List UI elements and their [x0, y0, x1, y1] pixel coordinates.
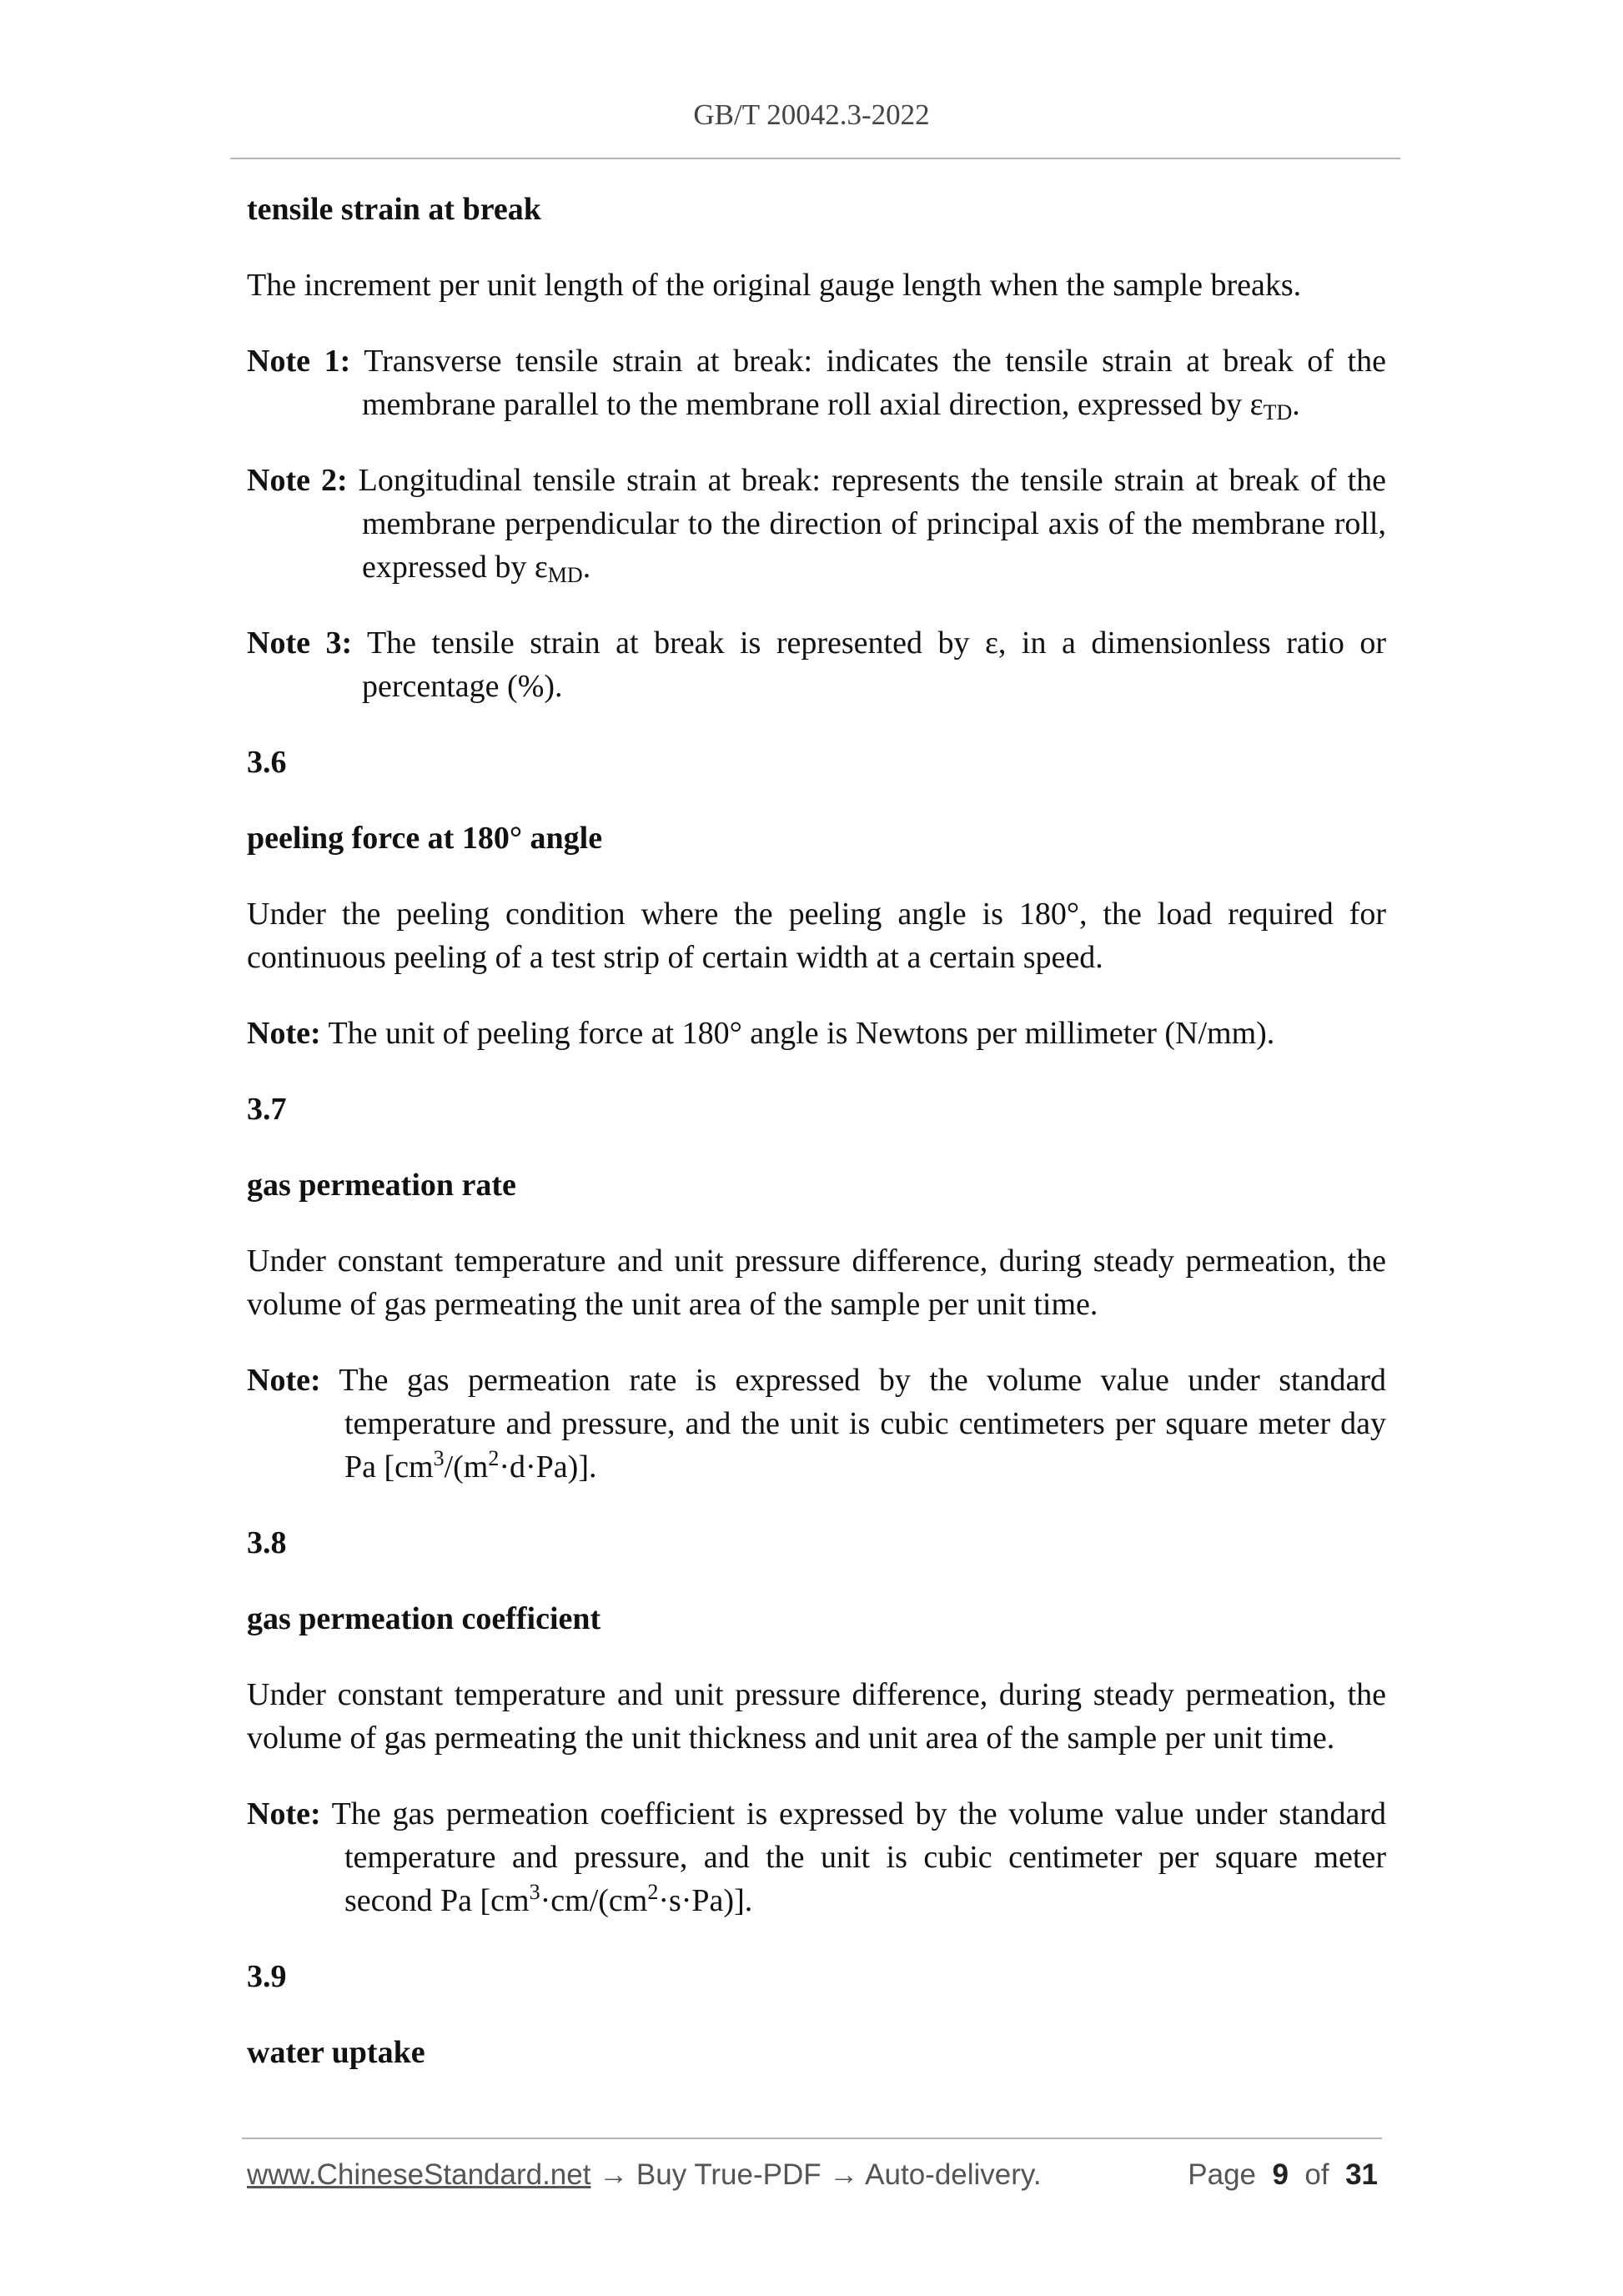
term-heading: gas permeation rate — [247, 1168, 516, 1203]
term-heading: water uptake — [247, 2035, 425, 2070]
note-label: Note 2: — [247, 463, 348, 498]
footer-divider — [242, 2138, 1382, 2139]
note-label: Note: — [247, 1363, 321, 1398]
superscript: 2 — [647, 1880, 659, 1904]
definition-text: The increment per unit length of the original gauge length when the sample breaks. — [247, 268, 1302, 303]
note-1 — [247, 339, 1386, 426]
note-text: The tensile strain at break is represented by ε, in a dimensionless ratio or percentage (%). — [362, 625, 1386, 704]
superscript: 2 — [488, 1446, 500, 1470]
clause-number: 3.6 — [247, 745, 287, 780]
page-total: 31 — [1345, 2158, 1378, 2191]
note-tail: . — [582, 550, 591, 585]
definition-text: Under constant temperature and unit pressure difference, during steady permeation, the volume of gas permeating the unit area of the sample per unit time. — [247, 1243, 1386, 1322]
note-label: Note 1: — [247, 344, 351, 379]
note-text: The gas permeation rate is expressed by the volume value under standard temperature and pressure, and the unit is cubic centimeters per square meter day Pa [cm — [339, 1363, 1386, 1485]
note-label: Note: — [247, 1796, 321, 1831]
note-text: The unit of peeling force at 180° angle is Newtons per millimeter (N/mm). — [328, 1016, 1275, 1051]
note-peeling — [247, 1012, 1386, 1055]
clause-number: 3.8 — [247, 1525, 287, 1560]
footer-promo — [247, 2158, 1042, 2192]
page-footer — [247, 2158, 1378, 2200]
note-text-mid: ·cm/(cm — [540, 1883, 648, 1918]
subscript: TD — [1263, 400, 1293, 425]
note-2 — [247, 459, 1386, 589]
note-gas-permeation-rate — [247, 1359, 1386, 1489]
superscript: 3 — [529, 1880, 540, 1904]
note-label: Note 3: — [247, 625, 353, 661]
term-heading: peeling force at 180° angle — [247, 821, 603, 856]
page-number: 9 — [1272, 2158, 1289, 2191]
note-text: Longitudinal tensile strain at break: represents the tensile strain at break of the membrane perpendicular to the direction of principal axis of the membrane roll, expressed by ε — [358, 463, 1386, 585]
definition-text: Under the peeling condition where the peeling angle is 180°, the load required for continuous peeling of a test strip of certain width at a certain speed. — [247, 897, 1386, 975]
website-link[interactable]: www.ChineseStandard.net — [247, 2158, 591, 2191]
note-text: The gas permeation coefficient is expressed by the volume value under standard temperature and pressure, and the unit is cubic centimeter per square meter second Pa [cm — [331, 1796, 1386, 1918]
document-body — [247, 188, 1386, 2107]
term-heading: gas permeation coefficient — [247, 1601, 601, 1636]
note-text-end: ·d·Pa)]. — [499, 1449, 597, 1485]
of-word: of — [1304, 2158, 1329, 2191]
superscript: 3 — [433, 1446, 445, 1470]
term-heading: tensile strain at break — [247, 192, 541, 227]
page-header-title: GB/T 20042.3-2022 — [693, 98, 930, 131]
note-text-mid: /(m — [444, 1449, 489, 1485]
page-indicator — [1188, 2158, 1378, 2192]
clause-number: 3.9 — [247, 1959, 287, 1994]
subscript: MD — [547, 563, 583, 587]
note-tail: . — [1292, 387, 1300, 422]
note-3 — [247, 621, 1386, 708]
note-text-end: ·s·Pa)]. — [658, 1883, 753, 1918]
note-label: Note: — [247, 1016, 321, 1051]
clause-number: 3.7 — [247, 1092, 287, 1127]
note-gas-permeation-coefficient — [247, 1792, 1386, 1922]
header-divider — [230, 158, 1400, 159]
footer-promo-text: → Buy True-PDF → Auto-delivery. — [590, 2158, 1042, 2191]
note-text: Transverse tensile strain at break: indicates the tensile strain at break of the membrane parallel to the membrane roll axial direction, expressed by ε — [362, 344, 1386, 422]
definition-text: Under constant temperature and unit pressure difference, during steady permeation, the volume of gas permeating the unit thickness and unit area of the sample per unit time. — [247, 1677, 1386, 1756]
page-word: Page — [1188, 2158, 1257, 2191]
